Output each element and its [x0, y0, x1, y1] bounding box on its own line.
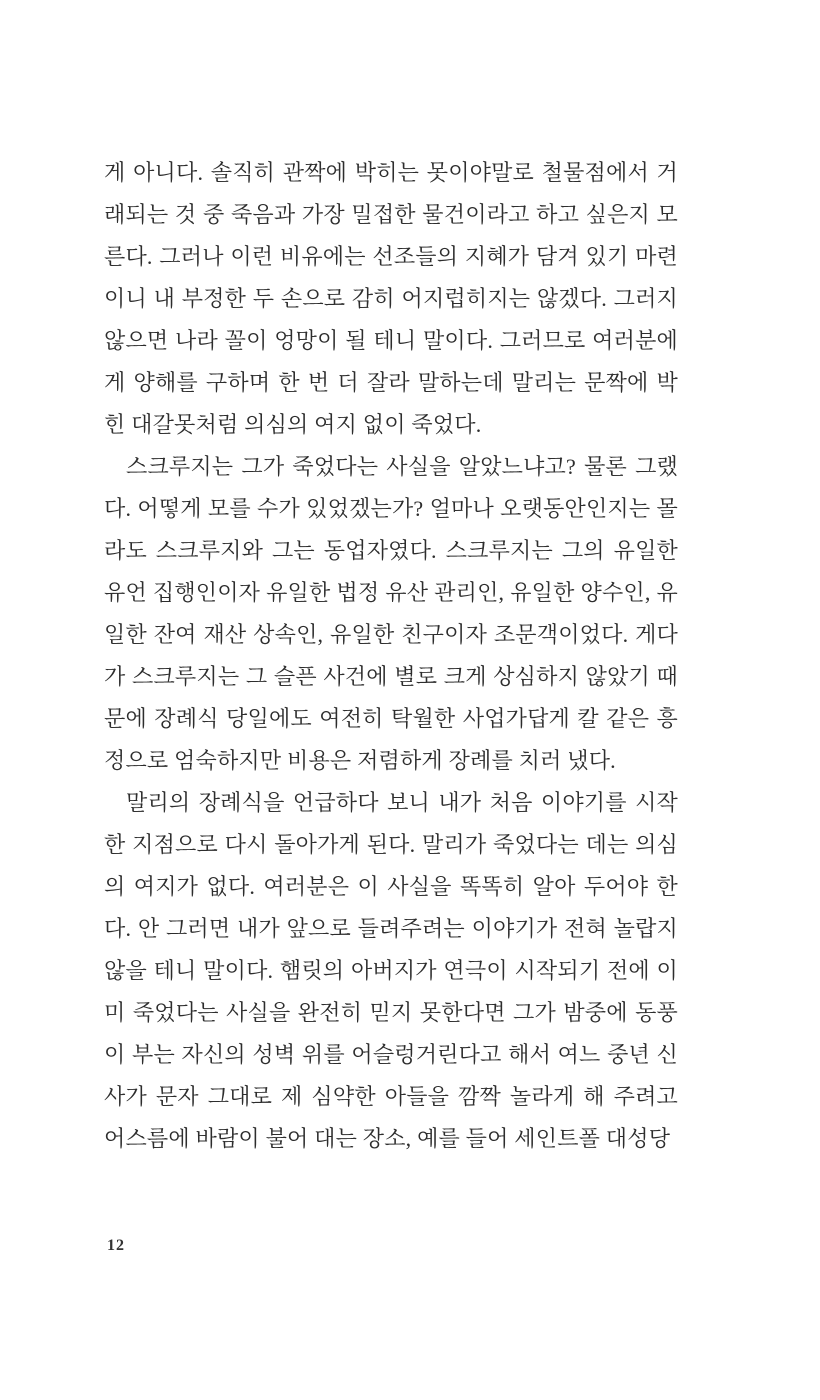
- text-line: 이니 내 부정한 두 손으로 감히 어지럽히지는 않겠다. 그러지: [104, 286, 678, 311]
- text-line: 한 지점으로 다시 돌아가게 된다. 말리가 죽었다는 데는 의심: [104, 832, 678, 857]
- text-line: 다. 안 그러면 내가 앞으로 들려주려는 이야기가 전혀 놀랍지: [104, 916, 678, 941]
- text-line: 미 죽었다는 사실을 완전히 믿지 못한다면 그가 밤중에 동풍: [104, 1000, 678, 1025]
- page-number: 12: [107, 1237, 125, 1254]
- text-line: 않으면 나라 꼴이 엉망이 될 테니 말이다. 그러므로 여러분에: [104, 328, 678, 353]
- paragraph-1: [104, 152, 678, 446]
- text-line: 정으로 엄숙하지만 비용은 저렴하게 장례를 치러 냈다.: [104, 748, 616, 773]
- text-line: 스크루지는 그가 죽었다는 사실을 알았느냐고? 물론 그랬: [126, 454, 678, 479]
- text-line: 가 스크루지는 그 슬픈 사건에 별로 크게 상심하지 않았기 때: [104, 664, 678, 689]
- text-block: [104, 152, 678, 1160]
- text-line: 른다. 그러나 이런 비유에는 선조들의 지혜가 담겨 있기 마련: [104, 244, 678, 269]
- text-line: 않을 테니 말이다. 햄릿의 아버지가 연극이 시작되기 전에 이: [104, 958, 678, 983]
- text-line: 일한 잔여 재산 상속인, 유일한 친구이자 조문객이었다. 게다: [104, 622, 678, 647]
- text-line: 의 여지가 없다. 여러분은 이 사실을 똑똑히 알아 두어야 한: [104, 874, 678, 899]
- paragraph-2: [104, 446, 678, 782]
- text-line: 게 아니다. 솔직히 관짝에 박히는 못이야말로 철물점에서 거: [104, 160, 678, 185]
- text-line: 어스름에 바람이 불어 대는 장소, 예를 들어 세인트폴 대성당: [104, 1126, 671, 1151]
- text-line: 다. 어떻게 모를 수가 있었겠는가? 얼마나 오랫동안인지는 몰: [104, 496, 678, 521]
- text-line: 라도 스크루지와 그는 동업자였다. 스크루지는 그의 유일한: [104, 538, 678, 563]
- text-line: 게 양해를 구하며 한 번 더 잘라 말하는데 말리는 문짝에 박: [104, 370, 678, 395]
- text-line: 이 부는 자신의 성벽 위를 어슬렁거린다고 해서 여느 중년 신: [104, 1042, 678, 1067]
- text-line: 문에 장례식 당일에도 여전히 탁월한 사업가답게 칼 같은 흥: [104, 706, 678, 731]
- text-line: 힌 대갈못처럼 의심의 여지 없이 죽었다.: [104, 412, 482, 437]
- paragraph-3: [104, 782, 678, 1160]
- text-line: 래되는 것 중 죽음과 가장 밀접한 물건이라고 하고 싶은지 모: [104, 202, 678, 227]
- text-line: 사가 문자 그대로 제 심약한 아들을 깜짝 놀라게 해 주려고: [104, 1084, 678, 1109]
- text-line: 말리의 장례식을 언급하다 보니 내가 처음 이야기를 시작: [126, 790, 678, 815]
- text-line: 유언 집행인이자 유일한 법정 유산 관리인, 유일한 양수인, 유: [104, 580, 678, 605]
